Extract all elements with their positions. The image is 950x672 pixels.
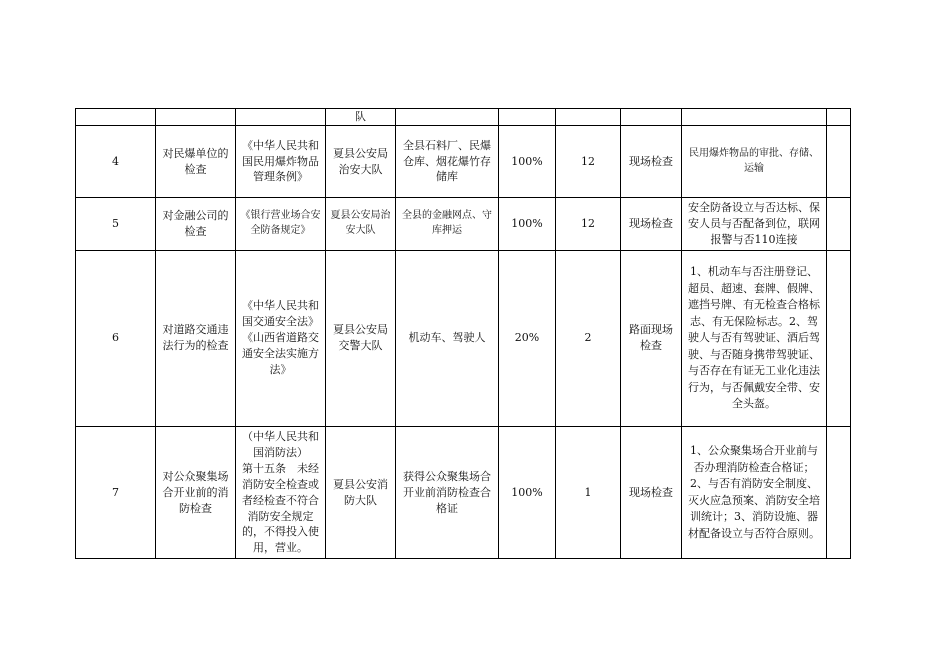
inspection-table bbox=[75, 108, 851, 559]
cell-basis: 《银行营业场合安全防备规定》 bbox=[236, 198, 326, 251]
cell-note bbox=[827, 198, 851, 251]
cell-dept: 夏县公安消防大队 bbox=[326, 426, 396, 559]
cell-count bbox=[556, 109, 621, 126]
table-row bbox=[76, 198, 851, 251]
cell-ratio: 100% bbox=[499, 198, 556, 251]
table-row bbox=[76, 426, 851, 559]
cell-ratio bbox=[499, 109, 556, 126]
cell-note bbox=[827, 250, 851, 426]
cell-content: 1、机动车与否注册登记、超员、超速、套牌、假牌、遮挡号牌、有无检查合格标志、有无保险标志。2、驾驶人与否有驾驶证、酒后驾驶、与否随身携带驾驶证、与否存在有证无工业化违法行为，与否佩戴安全带、安全头盔。 bbox=[682, 250, 827, 426]
cell-dept: 队 bbox=[326, 109, 396, 126]
cell-num: 5 bbox=[76, 198, 156, 251]
cell-object: 机动车、驾驶人 bbox=[396, 250, 499, 426]
cell-note bbox=[827, 109, 851, 126]
cell-count: 12 bbox=[556, 126, 621, 198]
cell-method: 现场检查 bbox=[621, 426, 682, 559]
cell-num: 4 bbox=[76, 126, 156, 198]
cell-item: 对金融公司的检查 bbox=[156, 198, 236, 251]
cell-ratio: 20% bbox=[499, 250, 556, 426]
cell-count: 1 bbox=[556, 426, 621, 559]
table-row bbox=[76, 250, 851, 426]
cell-content: 民用爆炸物品的审批、存储、运输 bbox=[682, 126, 827, 198]
cell-basis: 《中华人民共和国交通安全法》《山西省道路交通安全法实施方法》 bbox=[236, 250, 326, 426]
table-row bbox=[76, 109, 851, 126]
cell-ratio: 100% bbox=[499, 126, 556, 198]
cell-item bbox=[156, 109, 236, 126]
cell-basis bbox=[236, 109, 326, 126]
cell-num: 6 bbox=[76, 250, 156, 426]
cell-object: 全县石料厂、民爆仓库、烟花爆竹存储库 bbox=[396, 126, 499, 198]
cell-object bbox=[396, 109, 499, 126]
cell-ratio: 100% bbox=[499, 426, 556, 559]
cell-dept: 夏县公安局治安大队 bbox=[326, 126, 396, 198]
cell-method: 现场检查 bbox=[621, 126, 682, 198]
cell-method: 现场检查 bbox=[621, 198, 682, 251]
cell-method: 路面现场检查 bbox=[621, 250, 682, 426]
cell-object: 全县的金融网点、守库押运 bbox=[396, 198, 499, 251]
cell-content: 安全防备设立与否达标、保安人员与否配备到位，联网报警与否110连接 bbox=[682, 198, 827, 251]
cell-note bbox=[827, 126, 851, 198]
cell-count: 2 bbox=[556, 250, 621, 426]
cell-num bbox=[76, 109, 156, 126]
cell-item: 对民爆单位的检查 bbox=[156, 126, 236, 198]
cell-item: 对道路交通违法行为的检查 bbox=[156, 250, 236, 426]
cell-basis: 《中华人民共和国民用爆炸物品管理条例》 bbox=[236, 126, 326, 198]
cell-num: 7 bbox=[76, 426, 156, 559]
cell-method bbox=[621, 109, 682, 126]
cell-dept: 夏县公安局交警大队 bbox=[326, 250, 396, 426]
cell-content: 1、公众聚集场合开业前与否办理消防检查合格证；2、与否有消防安全制度、灭火应急预案、消防安全培训统计；3、消防设施、器材配备设立与否符合原则。 bbox=[682, 426, 827, 559]
cell-item: 对公众聚集场合开业前的消防检查 bbox=[156, 426, 236, 559]
cell-note bbox=[827, 426, 851, 559]
cell-count: 12 bbox=[556, 198, 621, 251]
cell-content bbox=[682, 109, 827, 126]
cell-dept: 夏县公安局治安大队 bbox=[326, 198, 396, 251]
cell-basis: （中华人民共和国消防法） 第十五条 未经消防安全检查或者经检查不符合消防安全规定的，不得投入使用，营业。 bbox=[236, 426, 326, 559]
cell-object: 获得公众聚集场合开业前消防检查合格证 bbox=[396, 426, 499, 559]
table-row bbox=[76, 126, 851, 198]
